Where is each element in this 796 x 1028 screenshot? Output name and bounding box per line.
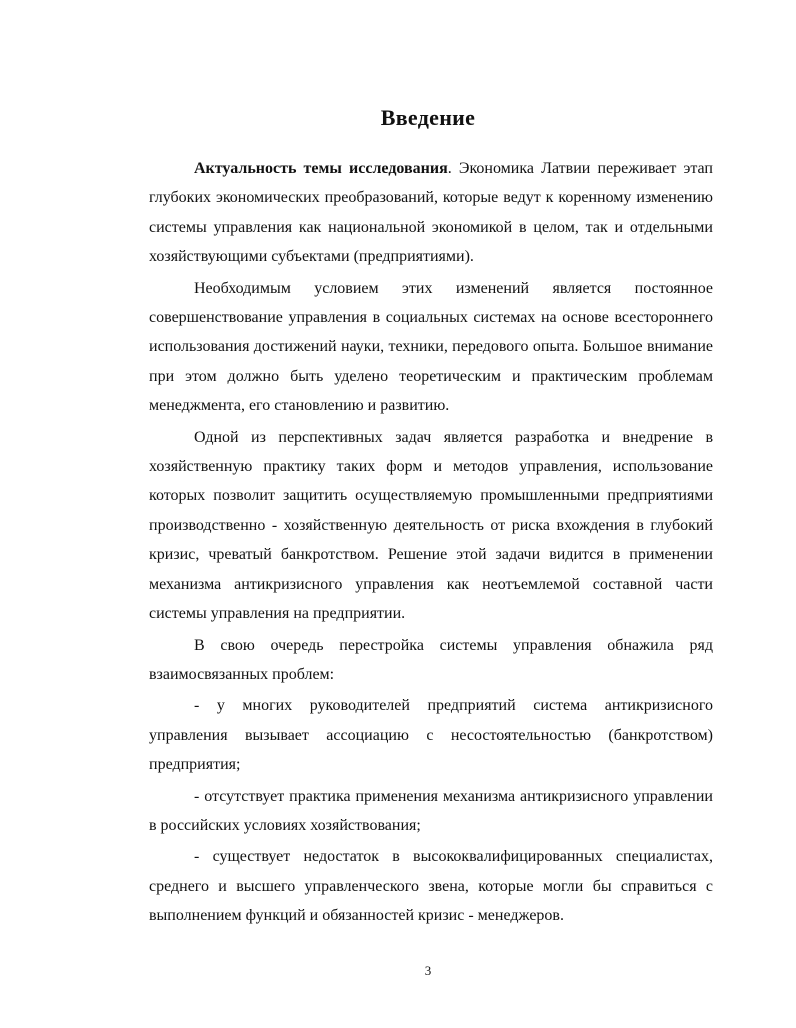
paragraph-lead: Актуальность темы исследования bbox=[194, 160, 448, 177]
paragraph-tasks: Одной из перспективных задач является разработка и внедрение в хозяйственную практику таких форм и методов управления, использование которых позволит защитить осуществляемую промышленными предприятиями производственно - хозяйственную деятельность от риска вхождения в глубокий кризис, чреватый банкротством. Решение этой задачи видится в применении механизма антикризисного управления как неотъемлемой составной части системы управления на предприятии. bbox=[149, 428, 713, 623]
paragraph-problems-intro: В свою очередь перестройка системы управления обнажила ряд взаимосвязанных проблем: bbox=[149, 636, 713, 683]
paragraph-text: . Экономика Латвии переживает этап глубоких экономических преобразований, которые ведут к коренному изменению системы управления как национальной экономикой в целом, так и отдельными хозяйствующими субъектами (предприятиями). bbox=[149, 160, 713, 266]
list-item-problem-practice: - отсутствует практика применения механизма антикризисного управлении в российских условиях хозяйствования; bbox=[149, 787, 713, 834]
page-number: 3 bbox=[424, 963, 432, 978]
paragraph-relevance bbox=[149, 154, 713, 272]
list-item-problem-specialists: - существует недостаток в высококвалифицированных специалистах, среднего и высшего управленческого звена, которые могли бы справиться с выполнением функций и обязанностей кризис - менеджеров. bbox=[149, 848, 713, 925]
document-body bbox=[149, 154, 713, 931]
page-title: Введение bbox=[380, 105, 476, 130]
paragraph-conditions: Необходимым условием этих изменений является постоянное совершенствование управления в социальных системах на основе всестороннего использования достижений науки, техники, передового опыта. Большое внимание при этом должно быть уделено теоретическим и практическим проблемам менеджмента, его становлению и развитию. bbox=[149, 279, 713, 415]
list-item-problem-association: - у многих руководителей предприятий система антикризисного управления вызывает ассоциацию с несостоятельностью (банкротством) предприятия; bbox=[149, 697, 713, 774]
